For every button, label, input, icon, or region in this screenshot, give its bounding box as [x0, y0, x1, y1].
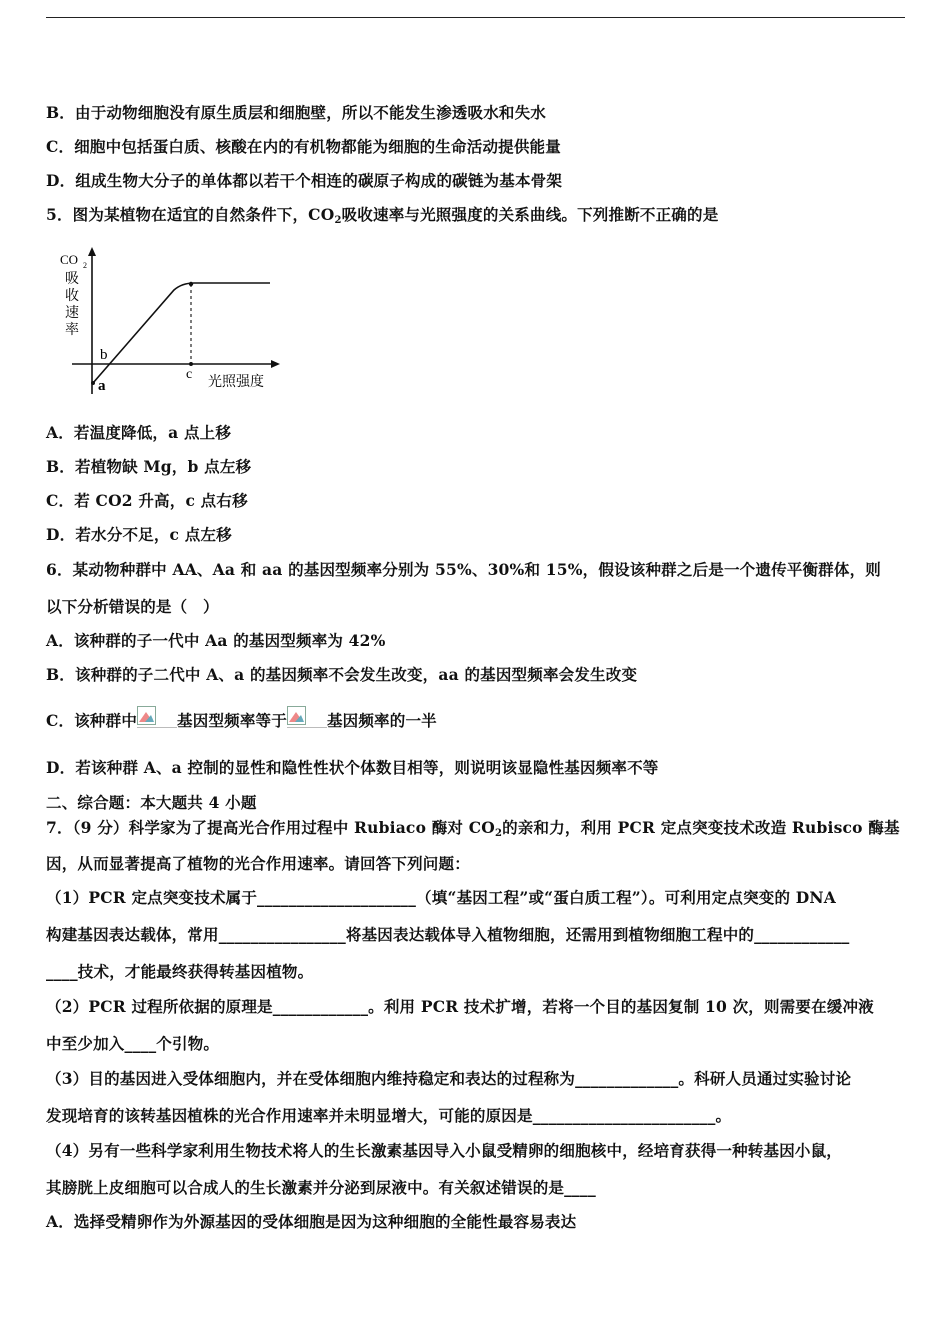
question-7-stem-line2: 因，从而显著提高了植物的光合作用速率。请回答下列问题： [46, 854, 470, 873]
point-c-label: c [186, 367, 193, 382]
q7-part1-line2: 构建基因表达载体，常用________________将基因表达载体导入植物细胞，还需用到植物细胞工程中的____________ [46, 925, 850, 944]
question-5-stem: 5．图为某植物在适宜的自然条件下，$CO_2$吸收速率与光照强度的关系曲线。下列推断不正确的是 [46, 205, 719, 226]
y-label-char: 收 [65, 288, 79, 304]
q7-part3-line1: （3）目的基因进入受体细胞内，并在受体细胞内维持稳定和表达的过程称为_____________。科研人员通过实验讨论 [46, 1069, 852, 1088]
section-2-heading: 二、综合题：本大题共 4 小题 [46, 793, 257, 812]
q5-option-c: C．若 CO2 升高，c 点右移 [46, 491, 248, 510]
co2-light-curve-graph [56, 244, 286, 404]
q5-option-d: D．若水分不足，c 点左移 [46, 525, 232, 544]
q7-part3-line2: 发现培育的该转基因植株的光合作用速率并未明显增大，可能的原因是_______________________。 [46, 1106, 732, 1125]
broken-image-icon [137, 706, 177, 728]
q7-part2-line2: 中至少加入____个引物。 [46, 1034, 220, 1053]
question-6-stem-line1: 6．某动物种群中 AA、Aa 和 aa 的基因型频率分别为 55%、30%和 15%，假设该种群之后是一个遗传平衡群体，则 [46, 560, 881, 579]
y-label-char: 率 [65, 322, 79, 338]
q7-part1-line3: ____技术，才能最终获得转基因植物。 [46, 962, 314, 981]
q7-part2-line1: （2）PCR 过程所依据的原理是____________。利用 PCR 技术扩增，若将一个目的基因复制 10 次，则需要在缓冲液 [46, 997, 874, 1016]
q5-option-a: A．若温度降低，a 点上移 [46, 423, 232, 442]
q6-option-c: C．该种群中 基因型频率等于 基因频率的一半 [46, 700, 437, 742]
y-label-co2: CO [60, 252, 79, 267]
q6-option-b: B．该种群的子二代中 A、a 的基因频率不会发生改变，aa 的基因型频率会发生改变 [46, 665, 638, 684]
x-axis-label: 光照强度 [208, 374, 264, 390]
q7-part1-line1: （1）PCR 定点突变技术属于____________________（填“基因工程”或“蛋白质工程”）。可利用定点突变的 DNA [46, 888, 837, 907]
point-b-label: b [100, 347, 108, 363]
q7-part4-line2: 其膀胱上皮细胞可以合成人的生长激素并分泌到尿液中。有关叙述错误的是____ [46, 1178, 596, 1197]
question-6-stem-line2: 以下分析错误的是（ ） [46, 597, 219, 616]
y-label-char: 速 [65, 305, 79, 321]
q7-option-a: A．选择受精卵作为外源基因的受体细胞是因为这种细胞的全能性最容易表达 [46, 1212, 577, 1231]
option-d: D．组成生物大分子的单体都以若干个相连的碳原子构成的碳链为基本骨架 [46, 171, 563, 190]
header-rule [46, 17, 905, 18]
question-7-stem-line1: 7．（9 分）科学家为了提高光合作用过程中 Rubiaco 酶对 $CO_2$的亲和力，利用 PCR 定点突变技术改造 Rubisco 酶基 [46, 818, 900, 839]
option-c: C．细胞中包括蛋白质、核酸在内的有机物都能为细胞的生命活动提供能量 [46, 137, 561, 156]
q7-part4-line1: （4）另有一些科学家利用生物技术将人的生长激素基因导入小鼠受精卵的细胞核中，经培育获得一种转基因小鼠， [46, 1141, 842, 1160]
point-a-label: a [98, 378, 106, 394]
broken-image-icon [287, 706, 327, 728]
y-label-char: 吸 [65, 271, 79, 287]
y-label-sub: 2 [83, 261, 87, 270]
q6-option-d: D．若该种群 A、a 控制的显性和隐性性状个体数目相等，则说明该显隐性基因频率不等 [46, 758, 659, 777]
q5-option-b: B．若植物缺 Mg，b 点左移 [46, 457, 252, 476]
q6-option-a: A．该种群的子一代中 Aa 的基因型频率为 42% [46, 631, 386, 650]
option-b: B．由于动物细胞没有原生质层和细胞壁，所以不能发生渗透吸水和失水 [46, 103, 547, 122]
